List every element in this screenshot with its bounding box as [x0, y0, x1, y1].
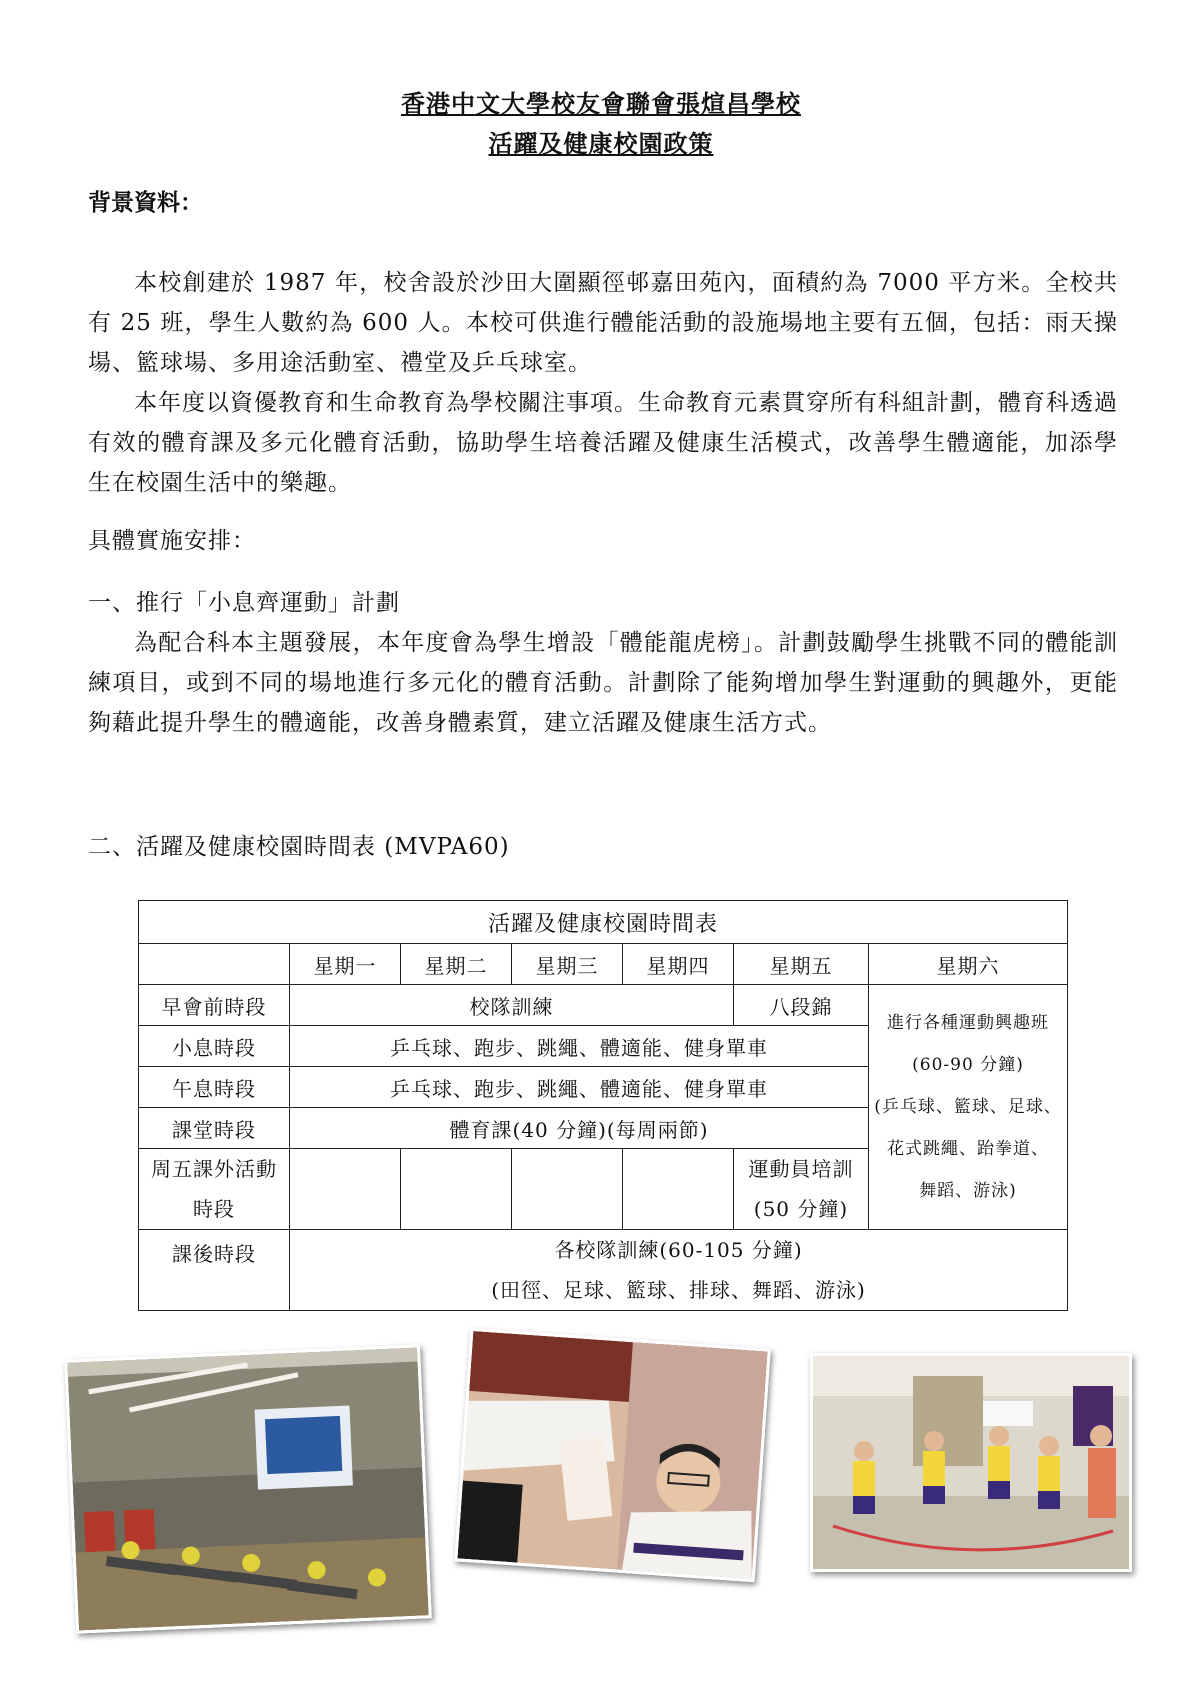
saturday-cell [869, 985, 1068, 1230]
implementation-heading: 具體實施安排： [88, 528, 256, 554]
day-header: 星期一 [290, 944, 401, 985]
row-label [139, 1149, 290, 1230]
skipping-rope-photo-icon [813, 1356, 1129, 1569]
after-school-cell [290, 1230, 1068, 1311]
background-paragraph-2: 本年度以資優教育和生命教育為學校關注事項。生命教育元素貫穿所有科組計劃，體育科透過有效的體育課及多元化體育活動，協助學生培養活躍及健康生活模式，改善學生體適能，加添學生在校園生活中的樂趣。 [88, 390, 1118, 496]
saturday-line: 舞蹈、游泳) [919, 1181, 1017, 1201]
lesson-cell: 體育課(40 分鐘)(每周兩節) [290, 1108, 869, 1149]
saturday-line: (乒乓球、籃球、足球、 [874, 1097, 1062, 1117]
empty-cell [401, 1149, 512, 1230]
rowing-hall-photo-icon [67, 1347, 428, 1630]
day-header: 星期四 [623, 944, 734, 985]
row-label: 課堂時段 [139, 1108, 290, 1149]
item2-title: 二、活躍及健康校園時間表 (MVPA60) [88, 834, 510, 860]
item1-title: 一、推行「小息齊運動」計劃 [88, 590, 400, 616]
row-label: 小息時段 [139, 1026, 290, 1067]
row-label-line: 周五課外活動 [151, 1157, 277, 1181]
rowing-hall-photo [64, 1344, 432, 1633]
row-label: 早會前時段 [139, 985, 290, 1026]
friday-training-cell [734, 1149, 869, 1230]
background-heading: 背景資料： [88, 189, 203, 216]
day-header: 星期五 [734, 944, 869, 985]
friday-training-line: (50 分鐘) [753, 1197, 849, 1221]
day-header: 星期二 [401, 944, 512, 985]
header-empty-cell [139, 944, 290, 985]
empty-cell [290, 1149, 401, 1230]
table-row [139, 985, 1068, 1026]
friday-training-line: 運動員培訓 [748, 1157, 854, 1181]
item1-paragraph: 為配合科本主題發展，本年度會為學生增設「體能龍虎榜」。計劃鼓勵學生挑戰不同的體能訓練項目，或到不同的場地進行多元化的體育活動。計劃除了能夠增加學生對運動的興趣外，更能夠藉此提升學生的體適能，改善身體素質，建立活躍及健康生活方式。 [88, 630, 1118, 736]
table-row [139, 1230, 1068, 1311]
saturday-line: 進行各種運動興趣班 [887, 1013, 1049, 1033]
policy-title: 活躍及健康校園政策 [488, 129, 714, 158]
empty-cell [623, 1149, 734, 1230]
row-label: 課後時段 [139, 1230, 290, 1311]
saturday-line: 花式跳繩、跆拳道、 [887, 1139, 1049, 1159]
after-school-line: (田徑、足球、籃球、排球、舞蹈、游泳) [491, 1278, 866, 1302]
morning-fri-cell: 八段錦 [734, 985, 869, 1026]
school-name: 香港中文大學校友會聯會張煊昌學校 [401, 89, 801, 118]
skipping-photo [810, 1353, 1132, 1572]
row-label-line: 時段 [193, 1197, 235, 1221]
after-school-line: 各校隊訓練(60-105 分鐘) [554, 1238, 803, 1262]
timetable [138, 900, 1068, 1311]
taekwondo-photo [454, 1328, 771, 1582]
taekwondo-kick-photo-icon [457, 1331, 767, 1579]
empty-cell [512, 1149, 623, 1230]
lunch-cell: 乒乓球、跑步、跳繩、體適能、健身單車 [290, 1067, 869, 1108]
timetable-caption: 活躍及健康校園時間表 [139, 901, 1068, 944]
timetable-header-row [139, 944, 1068, 985]
day-header: 星期三 [512, 944, 623, 985]
row-label: 午息時段 [139, 1067, 290, 1108]
saturday-line: (60-90 分鐘) [912, 1055, 1024, 1075]
day-header: 星期六 [869, 944, 1068, 985]
morning-mon-thu-cell: 校隊訓練 [290, 985, 734, 1026]
background-paragraph-1: 本校創建於 1987 年，校舍設於沙田大圍顯徑邨嘉田苑內，面積約為 7000 平方米。全校共有 25 班，學生人數約為 600 人。本校可供進行體能活動的設施場地主要有五個，包括：雨天操場、籃球場、多用途活動室、禮堂及乒乓球室。 [88, 270, 1118, 376]
recess-cell: 乒乓球、跑步、跳繩、體適能、健身單車 [290, 1026, 869, 1067]
